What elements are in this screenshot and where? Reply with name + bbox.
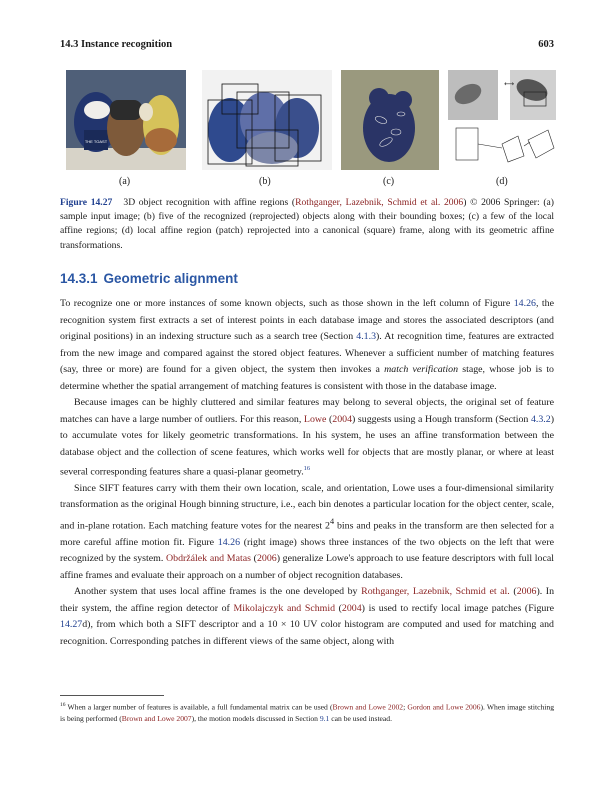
figure-panel-d [448,70,556,170]
section-heading [60,271,238,286]
figure-ref-link[interactable]: 14.26 [217,536,240,548]
citation-link[interactable]: Mikolajczyk and Schmid [233,602,336,614]
figure-panel-b [202,70,332,170]
section-ref-link[interactable]: 9.1 [319,714,330,724]
citation-link[interactable]: Brown and Lowe 2007 [121,714,192,724]
header-section-title: 14.3 Instance recognition [60,39,173,50]
citation-link[interactable]: 2006 [516,586,537,598]
figure-panel-c [341,70,439,170]
section-title: Geometric alignment [103,271,238,286]
panel-label-c: (c) [383,176,395,187]
caption-text: ) © 2006 Springer: (a) sample input image; (b) five of the recognized (reprojected) objects along with their bounding boxes; (c) a few of the local affine regions; (d) local affine region (patch) reprojected into a canonical (square) frame, along with its geometric affine transformations. [60,197,555,251]
panel-label-a: (a) [119,176,131,187]
running-header [60,39,554,55]
figure-panel-a [66,70,186,170]
section-ref-link[interactable]: 4.3.2 [530,413,551,425]
citation-link[interactable]: Lowe [303,413,327,425]
page-number: 603 [538,39,554,50]
section-ref-link[interactable]: 4.1.3 [356,331,376,342]
figure-ref-link[interactable]: 14.26 [513,298,536,309]
panel-label-b: (b) [259,176,271,187]
citation-link[interactable]: Brown and Lowe 2002 [332,702,404,712]
footnote-mark: 16 [60,702,66,708]
panel-label-d: (d) [496,176,508,187]
citation-link[interactable]: 2004 [332,413,353,425]
canonical-frame-diagram [448,70,556,170]
citation-link[interactable]: Obdržálek and Matas [166,553,251,565]
svg-text:THE TOAST: THE TOAST [84,139,108,144]
footnote-divider [60,695,164,696]
recognized-objects-image [202,70,332,170]
paragraph: Another system that uses local affine frames is the one developed by Rothganger, Lazebnik, Schmid et al. (2006). In their system, the affine region detector of Mikolajczyk and Schmid (2004) is used to rectify local image patches (Figure 14.27d), from which both a SIFT descriptor and a 10 × 10 UV color histogram are computed and used for matching and recognition. Corresponding patches in different views of the same object, along with [60,586,555,647]
svg-text:⟷: ⟷ [504,80,515,88]
paragraph: Because images can be highly cluttered and similar features may belong to several objects, the original set of feature matches can have a large number of outliers. For this reason, Lowe (2004) suggests using a Hough transform (Section 4.3.2) to accumulate votes for likely geometric transformations. In his system, he uses an affine transformation between the database object and the collection of scene features, which works well for objects that are mostly planar, or where at least several corresponding features share a quasi-planar geometry.$^{16}$ [60,397,554,478]
input-image-photo [66,70,186,170]
citation-link[interactable]: Rothganger, Lazebnik, Schmid et al. 2006 [295,197,464,208]
figure-14-27 [0,70,614,170]
figure-caption [60,196,554,253]
citation-link[interactable]: 2006 [256,553,277,565]
footnote: $^{16}$ When a larger number of features is available, a full fundamental matrix can be used (Brown and Lowe 2002; Gordon and Lowe 2006). When image stitching is being performed (Brown and Lowe 2007), the motion models discussed in Section 9.1 can be used instead. [60,702,555,724]
affine-regions-image [341,70,439,170]
citation-link[interactable]: Rothganger, Lazebnik, Schmid et al. [361,586,510,598]
paragraph: To recognize one or more instances of some known objects, such as those shown in the left column of Figure 14.26, the recognition system first extracts a set of interest points in each database image and stores the associated descriptors (and original positions) in an indexing structure such as a search tree (Section 4.1.3). At recognition time, features are extracted from the new image and compared against the stored object features. Whenever a sufficient number of matching features (say, three or more) are found for a given object, the system then invokes a match verification stage, whose job is to determine whether the spatial arrangement of matching features is consistent with those in the database image. [60,298,554,392]
caption-text: 3D object recognition with affine regions ( [123,197,296,208]
section-number: 14.3.1 [60,271,98,286]
citation-link[interactable]: Gordon and Lowe 2006 [407,702,481,712]
citation-link[interactable]: 2004 [341,602,362,614]
figure-ref-link[interactable]: 14.27 [60,619,83,631]
footnote-ref-link[interactable]: 16 [303,465,311,472]
paragraph: Since SIFT features carry with them their own location, scale, and orientation, Lowe uses a four-dimensional similarity transformation as the original Hough binning structure, i.e., each bin denotes a particular location for the object center, scale, and in-plane rotation. Each matching feature votes for the nearest $2^4$ bins and peaks in the transform are then selected for a more careful affine motion fit. Figure 14.26 (right image) shows three instances of the two objects on the left that were recognized by the system. Obdržálek and Matas (2006) generalize Lowe's approach to use feature descriptors with full local affine frames and evaluate their approach on a number of object recognition databases. [60,482,555,581]
body-text [60,296,554,650]
figure-label: Figure 14.27 [60,197,113,208]
